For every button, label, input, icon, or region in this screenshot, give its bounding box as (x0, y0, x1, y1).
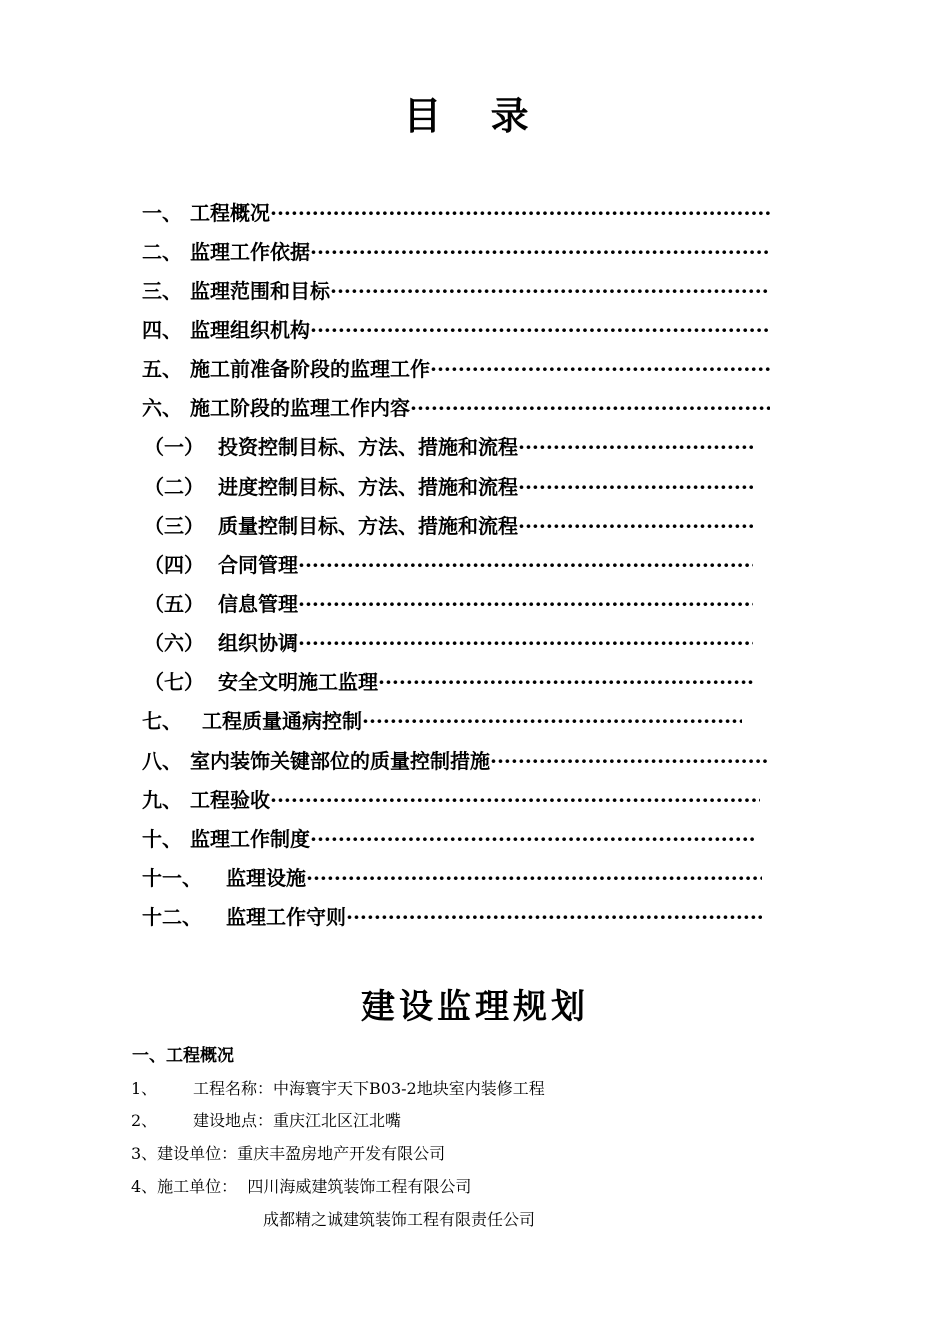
toc-leader-dots (298, 628, 753, 658)
toc-entry-label: 监理范围和目标 (190, 279, 330, 303)
item-text: 3、建设单位：重庆丰盈房地产开发有限公司 (131, 1144, 446, 1163)
toc-entry-number: 六、 (142, 396, 182, 420)
toc-entry-label: 合同管理 (218, 553, 298, 577)
toc-leader-dots (310, 824, 754, 854)
toc-entry[interactable] (144, 550, 753, 580)
toc-entry[interactable] (144, 472, 753, 502)
toc-entry-number: （三） (144, 514, 204, 538)
toc-entry-label: 组织协调 (218, 631, 298, 655)
toc-entry-number: 七、 (142, 709, 182, 733)
item-prefix: 1、 (131, 1079, 158, 1098)
toc-entry-label: 室内装饰关键部位的质量控制措施 (190, 749, 490, 773)
toc-leader-dots (430, 354, 770, 384)
toc-entry-number: 三、 (142, 279, 182, 303)
toc-entry-label: 质量控制目标、方法、措施和流程 (218, 514, 518, 538)
item-text: 建设地点：重庆江北区江北嘴 (193, 1111, 402, 1130)
toc-entry-label: 安全文明施工监理 (218, 670, 378, 694)
toc-entry-label: 投资控制目标、方法、措施和流程 (218, 435, 518, 459)
toc-entry-number: （七） (144, 670, 204, 694)
toc-entry-number: 十二、 (142, 905, 202, 929)
toc-entry-number: 十一、 (142, 866, 202, 890)
toc-entry[interactable] (142, 315, 770, 345)
item-text: 成都精之诚建筑装饰工程有限责任公司 (263, 1210, 536, 1229)
item-prefix: 2、 (131, 1111, 158, 1130)
toc-entry[interactable] (142, 902, 762, 932)
toc-entry-number: 十、 (142, 827, 182, 851)
item-text: 工程名称：中海寰宇天下B03-2地块室内装修工程 (193, 1079, 545, 1098)
toc-entry[interactable] (142, 237, 770, 267)
plan-title: 建设监理规划 (361, 987, 589, 1027)
toc-leader-dots (330, 276, 770, 306)
toc-entry[interactable] (144, 667, 753, 697)
toc-entry-number: （四） (144, 553, 204, 577)
contractor-row-2 (263, 1206, 535, 1234)
toc-title: 目 录 (403, 93, 547, 138)
toc-leader-dots (306, 863, 762, 893)
toc-entry-label: 施工阶段的监理工作内容 (190, 396, 410, 420)
toc-entry-number: （五） (144, 592, 204, 616)
toc-entry[interactable] (142, 863, 762, 893)
owner-row (131, 1140, 445, 1168)
contractor-row (131, 1173, 471, 1201)
toc-leader-dots (298, 589, 753, 619)
toc-entry-number: （二） (144, 475, 204, 499)
toc-leader-dots (362, 706, 742, 736)
toc-leader-dots (378, 667, 753, 697)
section-heading: 一、工程概况 (132, 1046, 234, 1066)
toc-entry-label: 监理工作守则 (226, 905, 346, 929)
toc-leader-dots (518, 432, 753, 462)
toc-leader-dots (310, 315, 770, 345)
toc-entry[interactable] (142, 824, 754, 854)
toc-entry-label: 信息管理 (218, 592, 298, 616)
toc-entry-number: （六） (144, 631, 204, 655)
toc-entry[interactable] (142, 785, 760, 815)
toc-entry-label: 监理设施 (226, 866, 306, 890)
toc-entry-number: 一、 (142, 201, 182, 225)
toc-entry[interactable] (142, 706, 742, 736)
project-name-row (131, 1075, 545, 1103)
toc-entry[interactable] (142, 276, 770, 306)
toc-entry-label: 监理工作制度 (190, 827, 310, 851)
toc-leader-dots (270, 785, 760, 815)
toc-entry-label: 监理组织机构 (190, 318, 310, 342)
toc-entry-number: 四、 (142, 318, 182, 342)
toc-entry-number: （一） (144, 435, 204, 459)
toc-entry-label: 施工前准备阶段的监理工作 (190, 357, 430, 381)
toc-leader-dots (490, 746, 770, 776)
toc-entry[interactable] (142, 198, 770, 228)
toc-entry-number: 八、 (142, 749, 182, 773)
toc-entry-label: 工程概况 (190, 201, 270, 225)
toc-entry[interactable] (144, 628, 753, 658)
toc-leader-dots (518, 511, 753, 541)
item-text: 4、施工单位： 四川海威建筑装饰工程有限公司 (131, 1177, 472, 1196)
toc-entry[interactable] (144, 432, 753, 462)
toc-entry-number: 五、 (142, 357, 182, 381)
toc-leader-dots (518, 472, 753, 502)
toc-entry-number: 二、 (142, 240, 182, 264)
toc-leader-dots (298, 550, 753, 580)
project-location-row (131, 1107, 401, 1135)
toc-leader-dots (346, 902, 762, 932)
toc-entry[interactable] (142, 393, 770, 423)
toc-entry[interactable] (142, 746, 770, 776)
toc-entry-label: 工程质量通病控制 (202, 709, 362, 733)
toc-entry[interactable] (142, 354, 770, 384)
toc-leader-dots (310, 237, 770, 267)
toc-entry-number: 九、 (142, 788, 182, 812)
toc-entry[interactable] (144, 589, 753, 619)
toc-entry-label: 监理工作依据 (190, 240, 310, 264)
toc-leader-dots (410, 393, 770, 423)
toc-entry-label: 工程验收 (190, 788, 270, 812)
toc-entry-label: 进度控制目标、方法、措施和流程 (218, 475, 518, 499)
toc-leader-dots (270, 198, 770, 228)
toc-entry[interactable] (144, 511, 753, 541)
